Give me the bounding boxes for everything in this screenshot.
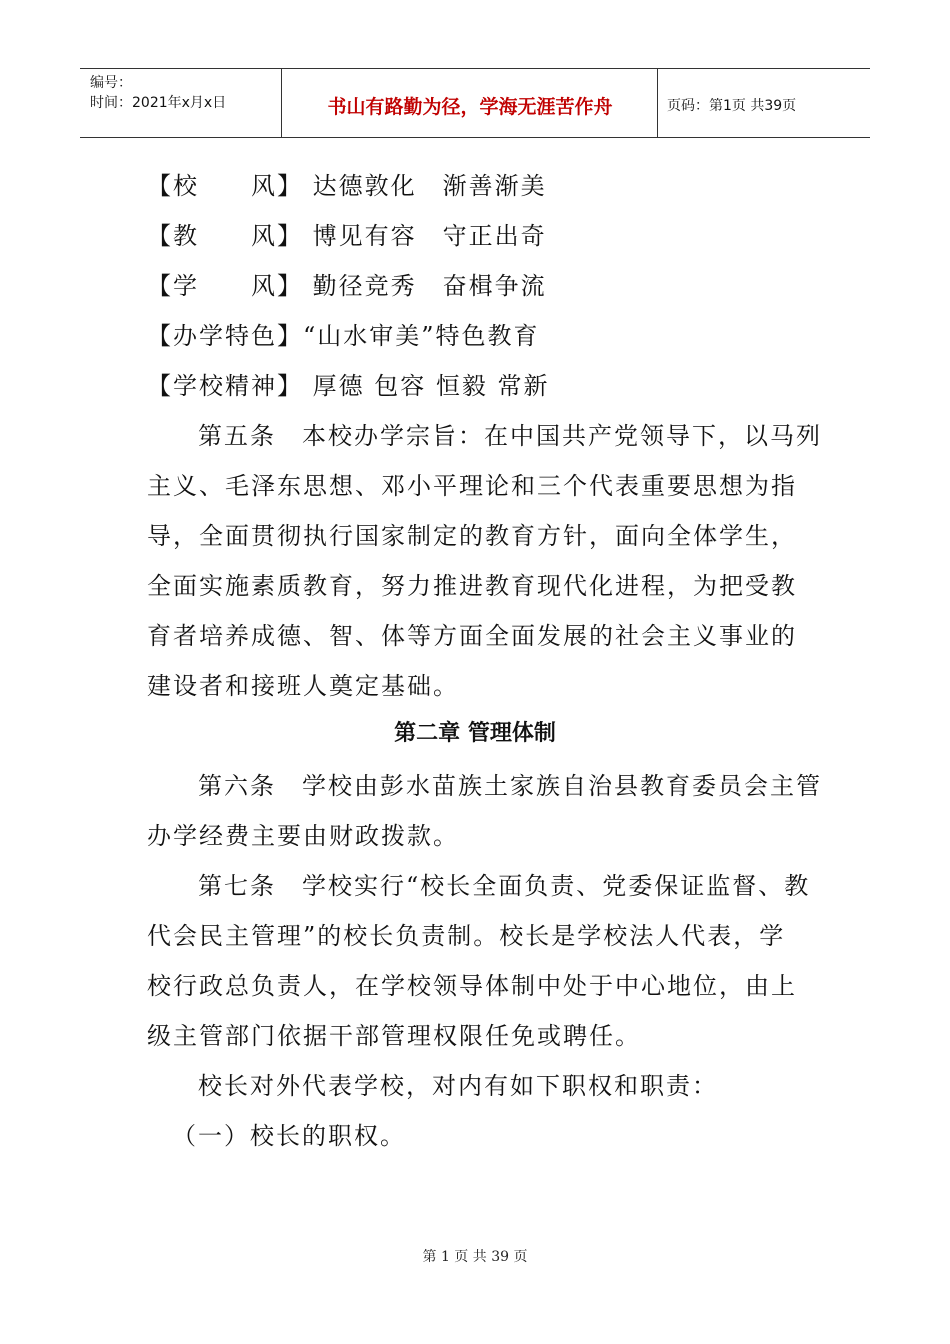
paragraph-line: 级主管部门依据干部管理权限任免或聘任。 [147, 1022, 641, 1050]
document-date: 时间：2021年x月x日 [90, 95, 227, 111]
paragraph-line: 主义、毛泽东思想、邓小平理论和三个代表重要思想为指 [147, 472, 797, 500]
header-motto: 书山有路勤为径，学海无涯苦作舟 [283, 69, 658, 137]
motto-school-style: 【校 风】 达德敦化 渐善渐美 [147, 172, 547, 200]
paragraph-line: 全面实施素质教育，努力推进教育现代化进程，为把受教 [147, 572, 797, 600]
motto-study-style: 【学 风】 勤径竞秀 奋楫争流 [147, 272, 547, 300]
page-header [80, 68, 870, 138]
paragraph-line: 第五条 本校办学宗旨：在中国共产党领导下，以马列 [198, 422, 822, 450]
paragraph-line: 校长对外代表学校，对内有如下职权和职责： [198, 1072, 718, 1100]
section-heading: （一）校长的职权。 [172, 1122, 406, 1150]
motto-school-spirit: 【学校精神】 厚德 包容 恒毅 常新 [147, 372, 550, 400]
header-meta [80, 69, 282, 137]
chapter-title: 第二章 管理体制 [394, 721, 556, 746]
page-footer: 第 1 页 共 39 页 [422, 1249, 528, 1265]
paragraph-line: 导，全面贯彻执行国家制定的教育方针，面向全体学生， [147, 522, 797, 550]
paragraph-line: 校行政总负责人，在学校领导体制中处于中心地位，由上 [147, 972, 797, 1000]
motto-school-feature: 【办学特色】“山水审美”特色教育 [147, 322, 540, 350]
paragraph-line: 办学经费主要由财政拨款。 [147, 822, 459, 850]
header-page-info: 页码：第1页 共39页 [667, 98, 797, 114]
paragraph-line: 育者培养成德、智、体等方面全面发展的社会主义事业的 [147, 622, 797, 650]
motto-teaching-style: 【教 风】 博见有容 守正出奇 [147, 222, 547, 250]
paragraph-line: 第七条 学校实行“校长全面负责、党委保证监督、教 [198, 872, 811, 900]
paragraph-line: 第六条 学校由彭水苗族土家族自治县教育委员会主管 [198, 772, 822, 800]
paragraph-line: 建设者和接班人奠定基础。 [147, 672, 459, 700]
document-number-label: 编号： [90, 75, 132, 91]
paragraph-line: 代会民主管理”的校长负责制。校长是学校法人代表，学 [147, 922, 786, 950]
